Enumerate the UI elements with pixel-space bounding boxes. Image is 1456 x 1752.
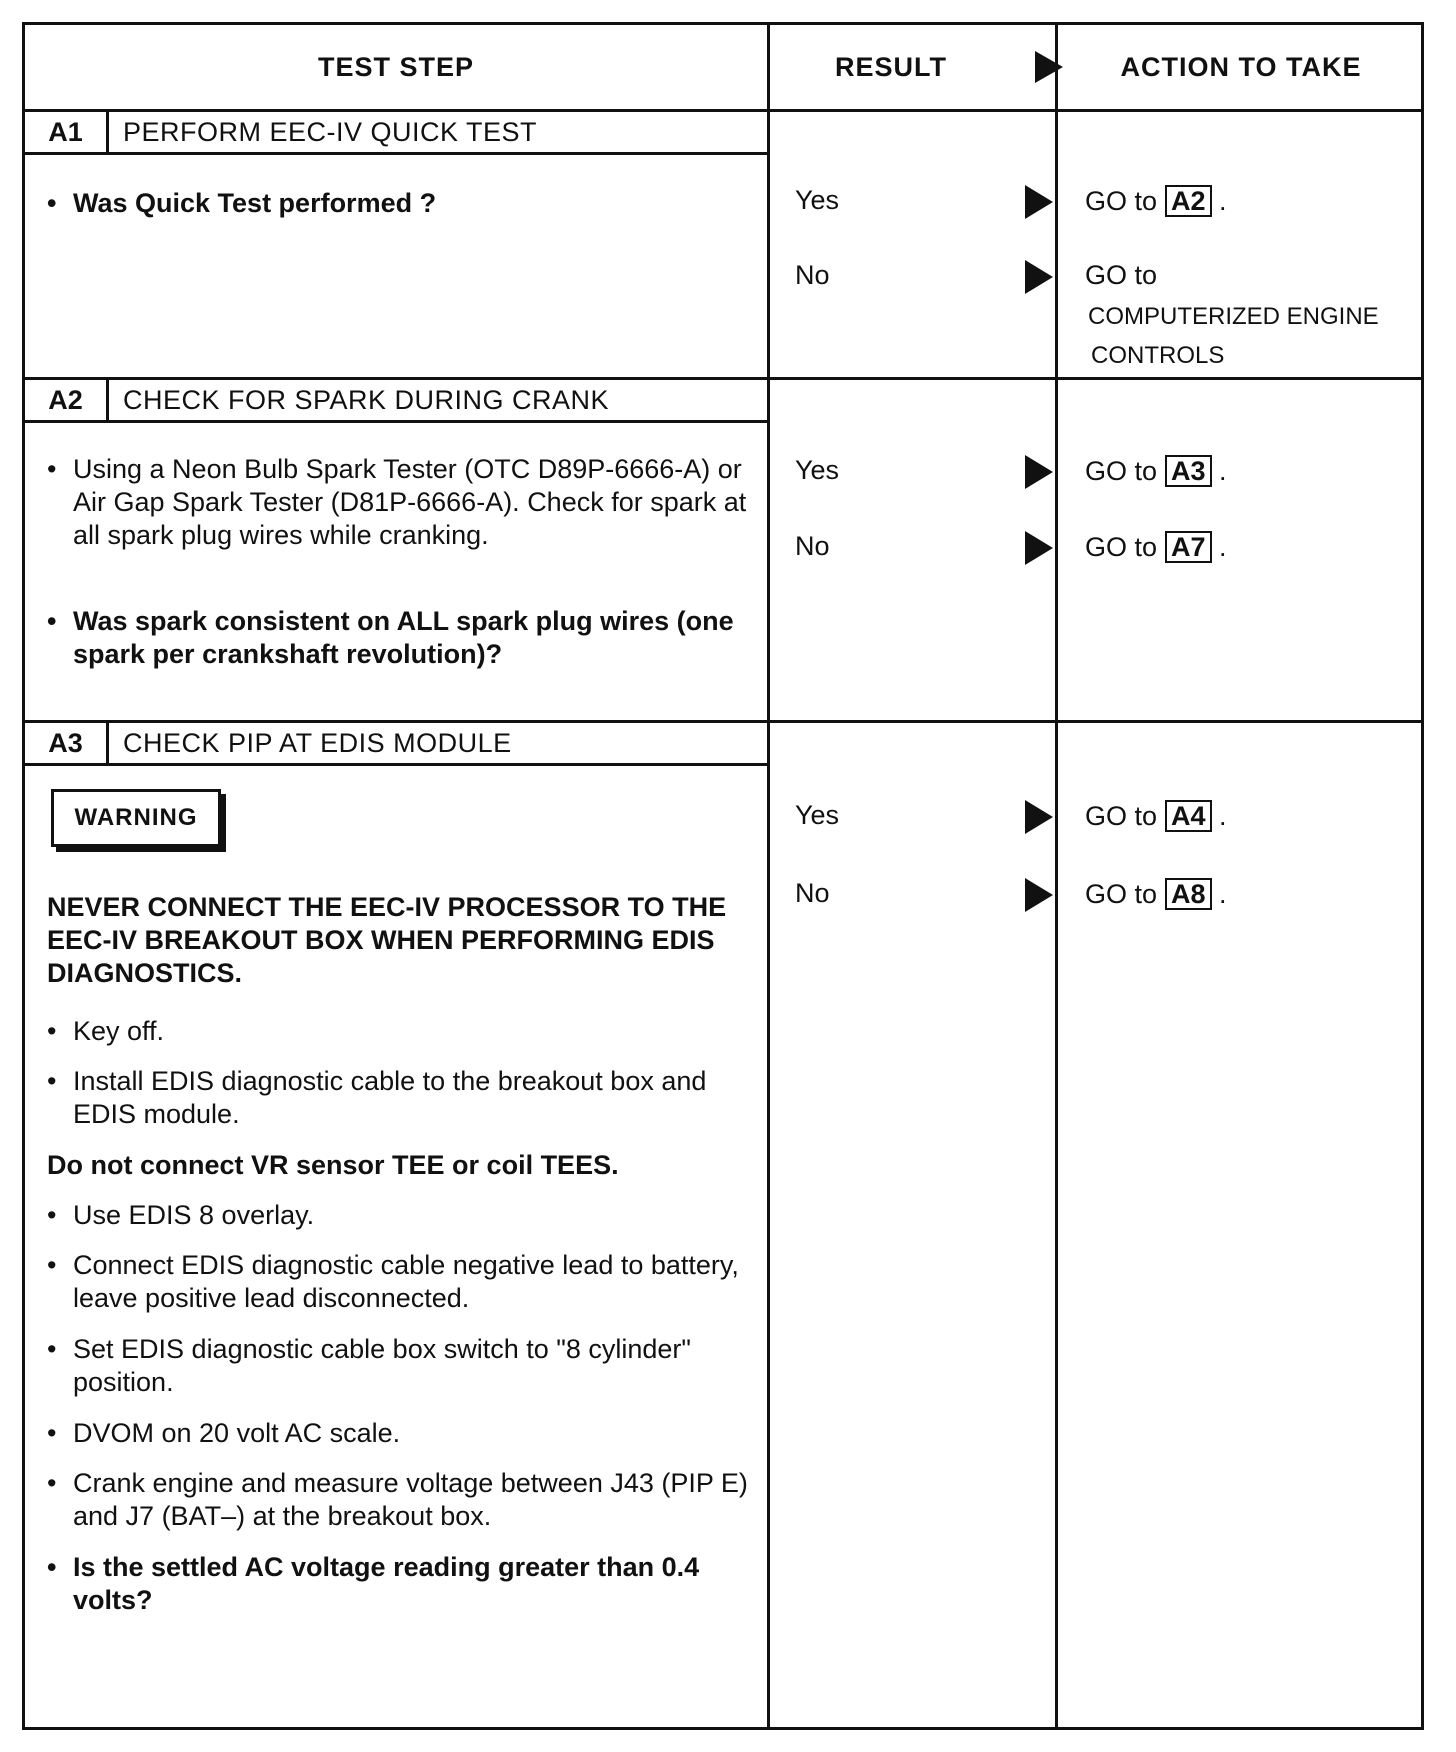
step-a1-header xyxy=(25,112,767,152)
step-a2-result-yes: Yes xyxy=(795,455,840,485)
step-a1-action-no-line2: CONTROLS xyxy=(1091,342,1225,369)
arrow-icon xyxy=(1025,185,1053,219)
arrow-icon xyxy=(1025,260,1053,294)
step-a3-header xyxy=(25,723,767,763)
action-text: GO to xyxy=(1085,801,1158,831)
step-a3-note: Do not connect VR sensor TEE or coil TEES. xyxy=(47,1150,619,1180)
column-divider-result xyxy=(767,25,770,1727)
step-a3-id: A3 xyxy=(25,723,109,763)
warning-box: WARNING xyxy=(51,789,221,847)
action-text: GO to xyxy=(1085,879,1158,909)
action-text: GO to xyxy=(1085,186,1158,216)
step-a1-result-no: No xyxy=(795,260,830,290)
step-a2-action-no: GO to A7 . xyxy=(1085,532,1227,562)
warning-text: NEVER CONNECT THE EEC-IV PROCESSOR TO THE EEC-IV BREAKOUT BOX WHEN PERFORMING EDIS DIAGNOSTICS. xyxy=(47,892,727,988)
arrow-icon xyxy=(1025,455,1053,489)
diagnostic-table xyxy=(22,22,1424,1730)
step-a1-question: • Was Quick Test performed ? xyxy=(47,187,753,220)
step-a2-title: CHECK FOR SPARK DURING CRANK xyxy=(123,384,610,415)
step-a1-action-no-line1: COMPUTERIZED ENGINE xyxy=(1088,303,1379,330)
step-ref-a3[interactable]: A3 xyxy=(1165,455,1212,487)
header-action: ACTION TO TAKE xyxy=(1120,51,1362,82)
arrow-icon xyxy=(1025,531,1053,565)
step-a1-action-yes: GO to A2 . xyxy=(1085,186,1227,216)
step-a2-header xyxy=(25,380,767,420)
step-a3-bullet-4: • Connect EDIS diagnostic cable negative lead to battery, leave positive lead disconnected. xyxy=(47,1249,763,1315)
step-a2-title-divider xyxy=(25,420,767,423)
step-a2-result-no: No xyxy=(795,531,830,561)
arrow-icon xyxy=(1025,800,1053,834)
step-ref-a7[interactable]: A7 xyxy=(1165,531,1212,563)
step-a3-result-no: No xyxy=(795,878,830,908)
step-ref-a4[interactable]: A4 xyxy=(1165,800,1212,832)
step-a2-instruction: • Using a Neon Bulb Spark Tester (OTC D89P-6666-A) or Air Gap Spark Tester (D81P-6666-A). Check for spark at all spark plug wires while cranking. xyxy=(47,453,763,552)
arrow-icon xyxy=(1025,878,1053,912)
header-result-label: RESULT xyxy=(835,51,947,82)
action-text: GO to xyxy=(1085,456,1158,486)
step-a3-action-yes: GO to A4 . xyxy=(1085,801,1227,831)
step-a3-bullet-5: • Set EDIS diagnostic cable box switch to "8 cylinder" position. xyxy=(47,1333,713,1399)
step-a3-question: • Is the settled AC voltage reading greater than 0.4 volts? xyxy=(47,1551,773,1617)
step-a3-bullet-2: • Install EDIS diagnostic cable to the breakout box and EDIS module. xyxy=(47,1065,763,1131)
step-a3-action-no: GO to A8 . xyxy=(1085,879,1227,909)
step-a2-question: • Was spark consistent on ALL spark plug wires (one spark per crankshaft revolution)? xyxy=(47,605,773,671)
step-a1-id: A1 xyxy=(25,112,109,152)
step-a3-bullet-1: • Key off. xyxy=(47,1015,753,1048)
step-a3-bullet-7: • Crank engine and measure voltage between J43 (PIP E) and J7 (BAT–) at the breakout box. xyxy=(47,1467,763,1533)
step-a1-title: PERFORM EEC-IV QUICK TEST xyxy=(123,116,538,147)
step-a1-result-yes: Yes xyxy=(795,185,840,215)
step-a2-id: A2 xyxy=(25,380,109,420)
action-text: GO to xyxy=(1085,532,1158,562)
header-test-step: TEST STEP xyxy=(317,51,475,82)
header-result xyxy=(767,25,1055,109)
step-a3-result-yes: Yes xyxy=(795,800,840,830)
step-a1-title-divider xyxy=(25,152,767,155)
column-divider-action xyxy=(1055,25,1058,1727)
step-a1-action-no: GO to xyxy=(1085,260,1158,290)
step-a3-bullet-6: • DVOM on 20 volt AC scale. xyxy=(47,1417,753,1450)
step-a2-action-yes: GO to A3 . xyxy=(1085,456,1227,486)
step-ref-a8[interactable]: A8 xyxy=(1165,878,1212,910)
step-ref-a2[interactable]: A2 xyxy=(1165,185,1212,217)
step-a3-bullet-3: • Use EDIS 8 overlay. xyxy=(47,1199,753,1232)
step-a3-title: CHECK PIP AT EDIS MODULE xyxy=(123,727,512,758)
step-a3-title-divider xyxy=(25,763,767,766)
